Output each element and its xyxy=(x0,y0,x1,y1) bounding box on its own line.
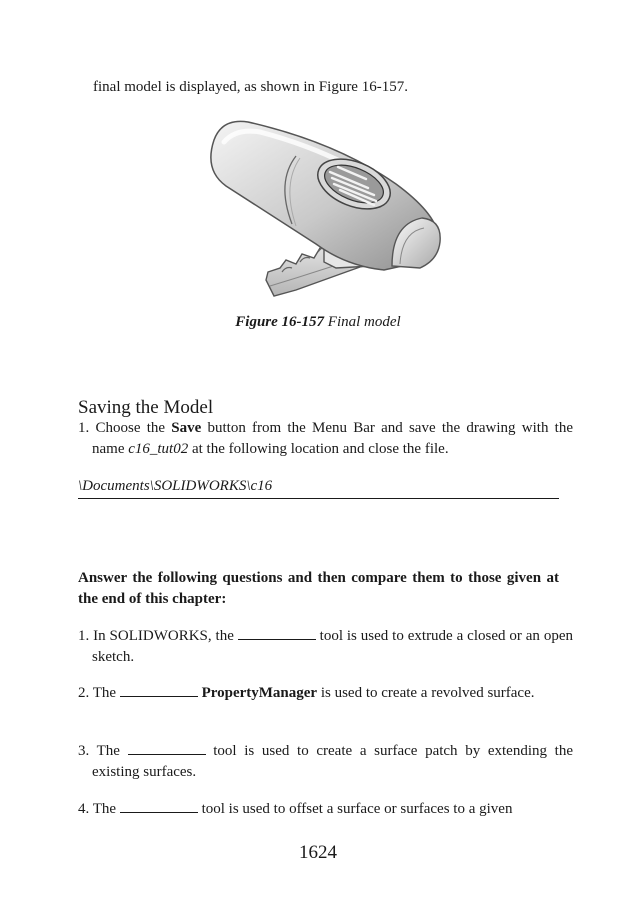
section-heading: Saving the Model xyxy=(78,397,214,418)
figure-caption xyxy=(0,312,636,333)
save-path: \Documents\SOLIDWORKS\c16 xyxy=(78,476,559,499)
final-model-figure xyxy=(196,112,446,308)
q2-start: 2. The xyxy=(78,685,120,701)
q1-end: tool is used to extrude a closed or an open sketch. xyxy=(92,628,573,665)
step-start: 1. Choose the xyxy=(78,420,172,436)
q3-start: 3. The xyxy=(78,743,128,759)
answer-blank xyxy=(120,683,198,697)
q2-bold: PropertyManager xyxy=(201,685,318,701)
answer-blank xyxy=(128,741,206,755)
answer-blank xyxy=(238,626,316,640)
caption-text: Final model xyxy=(324,314,401,330)
question-4 xyxy=(78,799,559,820)
q2-end: is used to create a revolved surface. xyxy=(317,685,535,701)
questions-intro: Answer the following questions and then compare them to those given at the end of this chapter: xyxy=(78,570,559,607)
question-2 xyxy=(78,683,573,704)
file-name: c16_tut02 xyxy=(128,441,189,457)
caption-label: Figure 16-157 xyxy=(235,314,325,330)
saving-step xyxy=(78,418,573,460)
step-mid: button from the Menu Bar and save the drawing with the name xyxy=(92,420,573,457)
q4-end: tool is used to offset a surface or surfaces to a given xyxy=(197,801,513,817)
q4-start: 4. The xyxy=(78,801,120,817)
q3-end: tool is used to create a surface patch by extending the existing surfaces. xyxy=(92,743,573,780)
save-term: Save xyxy=(171,420,202,436)
q1-start: 1. In SOLIDWORKS, the xyxy=(78,628,238,644)
question-1 xyxy=(78,626,573,668)
step-end: at the following location and close the file. xyxy=(188,441,449,457)
answer-blank xyxy=(120,799,198,813)
question-3 xyxy=(78,741,573,783)
model-illustration xyxy=(196,112,446,308)
page-number: 1624 xyxy=(299,842,337,863)
intro-text: final model is displayed, as shown in Figure 16-157. xyxy=(93,79,408,95)
